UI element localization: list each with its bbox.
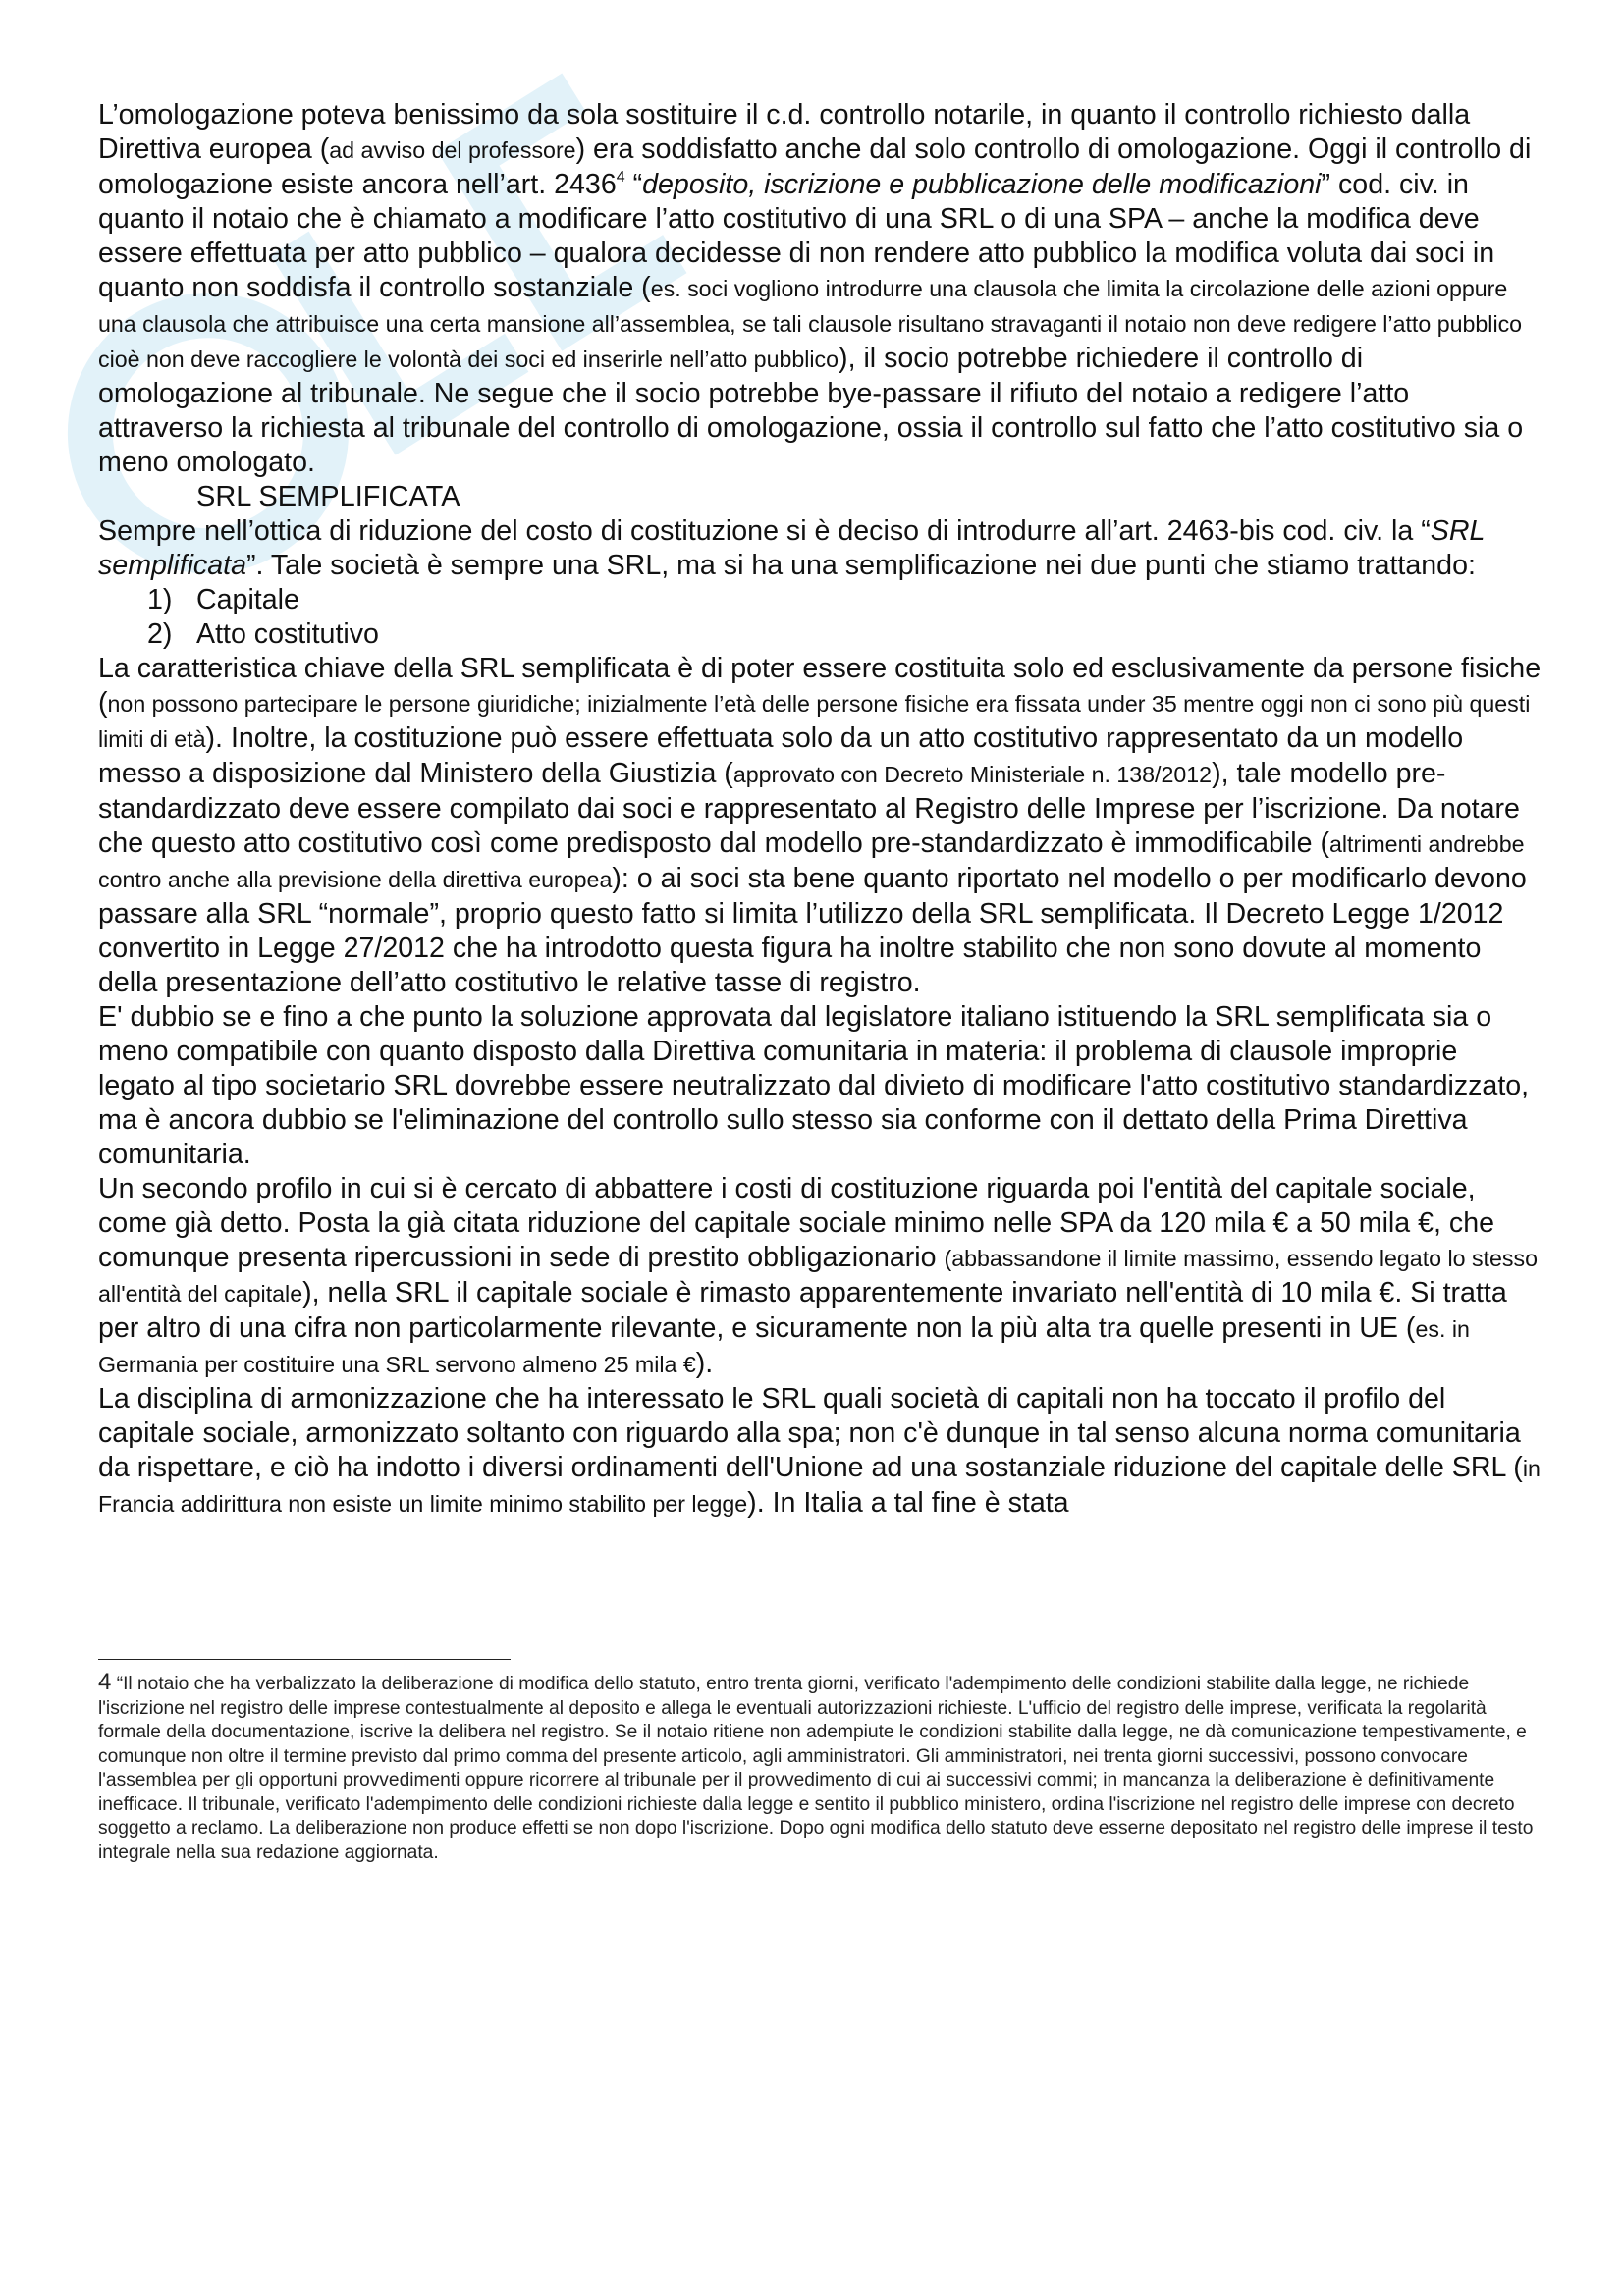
text-run-small: approvato con Decreto Ministeriale n. 138/2012 <box>732 762 1213 787</box>
footnote-number: 4 <box>98 1669 112 1695</box>
text-run: Sempre nell’ottica di riduzione del costo di costituzione si è deciso di introdurre all’art. 2463-bis cod. civ. la “ <box>98 515 1431 547</box>
paragraph-dubbio: E' dubbio se e fino a che punto la soluzione approvata dal legislatore italiano istituendo la SRL semplificata sia o meno compatibile con quanto disposto dalla Direttiva comunitaria in materia: il problema di clausole improprie legato al tipo societario SRL dovrebbe essere neutralizzato dal divieto di modificare l'atto costitutivo standardizzato, ma è ancora dubbio se l'eliminazione del controllo sullo stesso sia conforme con il dettato della Prima Direttiva comunitaria. <box>98 1001 1530 1170</box>
list-number: 2) <box>147 618 173 650</box>
text-run-italic: SRL semplificata <box>98 515 1485 581</box>
list-number: 1) <box>147 584 173 615</box>
paragraph-armonizzazione <box>98 1382 1542 1522</box>
section-heading: SRL SEMPLIFICATA <box>196 481 460 512</box>
text-run: ). In Italia a tal fine è stata <box>747 1487 1069 1519</box>
text-run: ). <box>695 1348 714 1379</box>
text-run: ). Inoltre, la costituzione può essere effettuata solo da un atto costitutivo rappresentato da un modello messo a disposizione dal Ministero della Giustizia ( <box>98 722 1464 789</box>
text-run-small: in Francia addirittura non esiste un limite minimo stabilito per legge <box>98 1456 1541 1517</box>
text-run: ” cod. civ. in quanto il notaio che è chiamato a modificare l’atto costitutivo di una SRL o di una SPA – anche la modifica deve essere effettuata per atto pubblico – qualora decidesse di non rendere atto pubblico la modifica voluta dai soci in quanto non soddisfa il controllo sostanziale ( <box>98 169 1495 303</box>
list-label: Atto costitutivo <box>196 618 379 650</box>
text-run-small: es. in Germania per costituire una SRL servono almeno 25 mila € <box>98 1316 1470 1377</box>
list-item <box>98 583 1542 617</box>
list-item <box>98 617 1542 652</box>
text-run: “ <box>624 169 643 200</box>
footnote-separator <box>98 1659 511 1660</box>
text-run-small: ad avviso del professore <box>329 137 576 163</box>
text-run: La disciplina di armonizzazione che ha interessato le SRL quali società di capitali non ha toccato il profilo del capitale sociale, armonizzato soltanto con riguardo alla spa; non c'è dunque in tal senso alcuna norma comunitaria da rispettare, e ciò ha indotto i diversi ordinamenti dell'Unione ad una sostanziale riduzione del capitale delle SRL ( <box>98 1383 1523 1483</box>
text-run: ): o ai soci sta bene quanto riportato nel modello o per modificarlo devono passare alla SRL “normale”, proprio questo fatto si limita l’utilizzo della SRL semplificata. Il Decreto Legge 1/2012 convertito in Legge 27/2012 che ha introdotto questa figura ha inoltre stabilito che non sono dovute al momento della presentazione dell’atto costitutivo le relative tasse di registro. <box>98 863 1527 998</box>
text-run-small: non possono partecipare le persone giuridiche; inizialmente l’età delle persone fisiche era fissata under 35 mentre oggi non ci sono più questi limiti di età <box>98 691 1531 752</box>
footnote-text: “Il notaio che ha verbalizzato la deliberazione di modifica dello statuto, entro trenta giorni, verificato l'adempimento delle condizioni stabilite dalla legge, ne richiede l'iscrizione nel registro delle imprese contestualmente al deposito e allega le eventuali autorizzazioni richieste. L'ufficio del registro delle imprese, verificata la regolarità formale della documentazione, iscrive la delibera nel registro. Se il notaio ritiene non adempiute le condizioni stabilite dalla legge, ne dà comunicazione tempestivamente, e comunque non oltre il termine previsto dal primo comma del presente articolo, agli amministratori. Gli amministratori, nei trenta giorni successivi, possono convocare l'assemblea per gli opportuni provvedimenti oppure ricorrere al tribunale per il provvedimento di cui ai successivi commi; in mancanza la deliberazione è definitivamente inefficace. Il tribunale, verificato l'adempimento delle condizioni richieste dalla legge e sentito il pubblico ministero, ordina l'iscrizione nel registro delle imprese con decreto soggetto a reclamo. La deliberazione non produce effetti se non dopo l'iscrizione. Dopo ogni modifica dello statuto deve esserne depositato nel registro delle imprese il testo integrale nella sua redazione aggiornata. <box>98 1674 1534 1863</box>
text-run: ) era soddisfatto anche dal solo controllo di omologazione. Oggi il controllo di omologazione esiste ancora nell’art. 2436 <box>98 133 1532 200</box>
text-run-small: (abbassandone il limite massimo, essendo legato lo stesso all'entità del capitale <box>98 1246 1538 1307</box>
text-run: La caratteristica chiave della SRL semplificata è di poter essere costituita solo ed esclusivamente da persone fisiche ( <box>98 653 1542 719</box>
paragraph-omologazione <box>98 98 1542 480</box>
paragraph-caratteristica <box>98 652 1542 1000</box>
text-run: ), nella SRL il capitale sociale è rimasto apparentemente invariato nell'entità di 10 mila €. Si tratta per altro di una cifra non particolarmente rilevante, e sicuramente non la più alta tra quelle presenti in UE ( <box>98 1277 1507 1344</box>
text-run-italic: deposito, iscrizione e pubblicazione delle modificazioni <box>642 169 1322 200</box>
text-run: ), tale modello pre-standardizzato deve essere compilato dai soci e rappresentato al Registro delle Imprese per l’iscrizione. Da notare che questo atto costitutivo così come predisposto dal modello pre-standardizzato è immodificabile ( <box>98 758 1520 859</box>
list-label: Capitale <box>196 584 299 615</box>
text-run: ), il socio potrebbe richiedere il controllo di omologazione al tribunale. Ne segue che il socio potrebbe bye-passare il rifiuto del notaio a redigere l’atto attraverso la richiesta al tribunale del controllo di omologazione, ossia il controllo sul fatto che l’atto costitutivo sia o meno omologato. <box>98 343 1524 478</box>
footnote <box>98 1671 1542 1865</box>
text-run-small: altrimenti andrebbe contro anche alla previsione della direttiva europea <box>98 831 1525 892</box>
text-run: L’omologazione poteva benissimo da sola sostituire il c.d. controllo notarile, in quanto il controllo richiesto dalla Direttiva europea ( <box>98 99 1471 165</box>
text-run: ”. Tale società è sempre una SRL, ma si ha una semplificazione nei due punti che stiamo trattando: <box>245 550 1476 581</box>
paragraph-capitale <box>98 1172 1542 1382</box>
text-run-small: es. soci vogliono introdurre una clausola che limita la circolazione delle azioni oppure una clausola che attribuisce una certa mansione all’assemblea, se tali clausole risultano stravaganti il notaio non deve redigere l’atto pubblico cioè non deve raccogliere le volontà dei soci ed inserirle nell’atto pubblico <box>98 276 1523 372</box>
main-text <box>98 98 1542 1522</box>
text-run: Un secondo profilo in cui si è cercato di abbattere i costi di costituzione riguarda poi l'entità del capitale sociale, come già detto. Posta la già citata riduzione del capitale sociale minimo nelle SPA da 120 mila € a 50 mila €, che comunque presenta ripercussioni in sede di prestito obbligazionario <box>98 1173 1495 1273</box>
paragraph-srl-semplificata <box>98 514 1542 583</box>
numbered-list <box>98 583 1542 652</box>
footnote-ref[interactable]: 4 <box>616 169 625 186</box>
